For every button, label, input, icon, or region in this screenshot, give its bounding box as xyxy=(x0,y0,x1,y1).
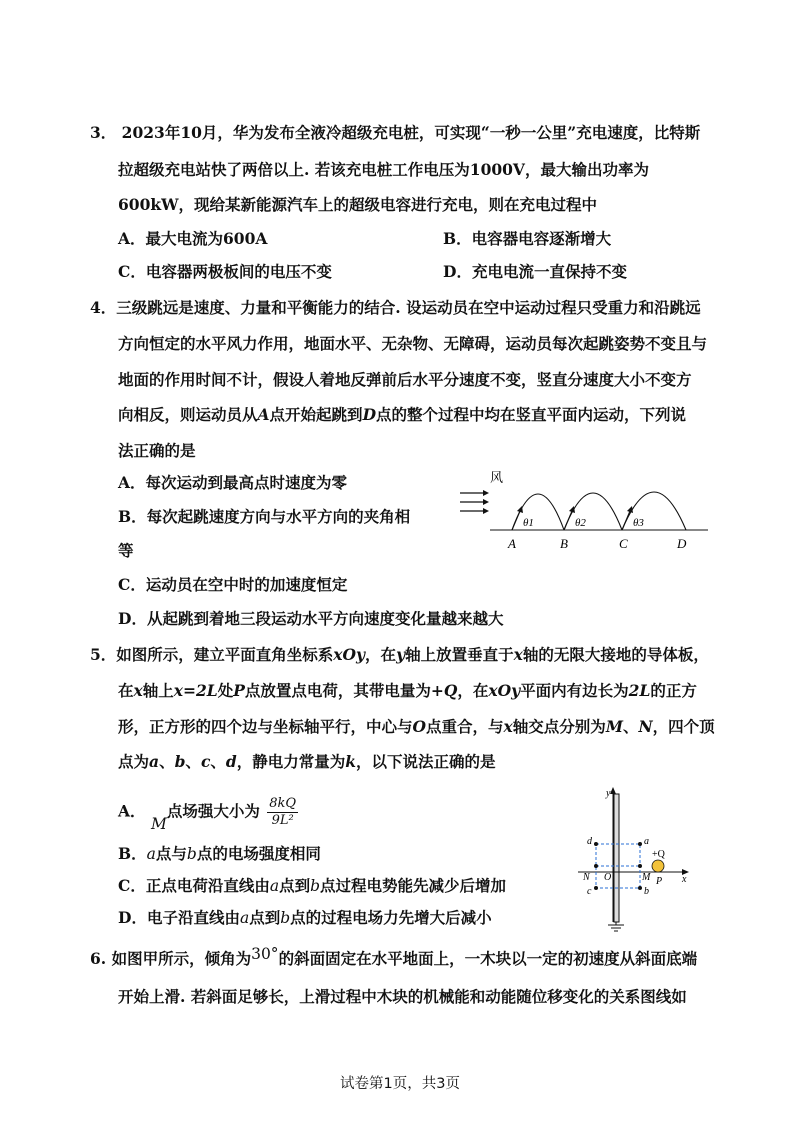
point-c-label: C xyxy=(619,536,628,551)
q5-option-d: D．电子沿直线由a点到b点的过程电场力先增大后减小 xyxy=(118,908,492,927)
q4-option-b-cont: 等 xyxy=(118,541,134,560)
q6-stem-line-1: 6. 如图甲所示，倾角为30°的斜面固定在水平地面上，一木块以一定的初速度从斜面底端 xyxy=(90,945,698,968)
q4-stem-line-1: 4．三级跳远是速度、力量和平衡能力的结合. 设运动员在空中运动过程只受重力和沿跳远 xyxy=(90,298,701,317)
triple-jump-figure xyxy=(450,466,720,556)
label-d: d xyxy=(587,836,592,847)
point-d-label: D xyxy=(677,536,687,551)
point-a-label: A xyxy=(508,536,516,551)
conductor-plate xyxy=(614,794,619,922)
point-d xyxy=(594,842,598,846)
q4-option-b: B．每次起跳速度方向与水平方向的夹角相 xyxy=(118,507,411,526)
label-b: b xyxy=(644,886,649,897)
label-c: c xyxy=(587,886,592,897)
q4-stem-line-4: 向相反，则运动员从A点开始起跳到D点的整个过程中均在竖直平面内运动，下列说 xyxy=(118,405,687,424)
q4-option-c: C．运动员在空中时的加速度恒定 xyxy=(118,575,348,594)
q6-stem-line-2: 开始上滑. 若斜面足够长，上滑过程中木块的机械能和动能随位移变化的关系图线如 xyxy=(118,987,687,1006)
q5-stem-line-4: 点为a、b、c、d，静电力常量为k，以下说法正确的是 xyxy=(118,752,496,771)
point-a xyxy=(638,842,642,846)
q4-stem-line-3: 地面的作用时间不计，假设人着地反弹前后水平分速度不变，竖直分速度大小不变方 xyxy=(118,370,692,389)
q3-option-a: A．最大电流为600A xyxy=(118,229,268,248)
q5-option-c: C．正点电荷沿直线由a点到b点过程电势能先减少后增加 xyxy=(118,876,507,895)
label-m: M xyxy=(642,872,651,883)
q5-stem-line-2: 在x轴上x=2L处P点放置点电荷，其带电量为+Q，在xOy平面内有边长为2L的正方 xyxy=(118,681,697,700)
q3-stem-line-1: 3． 2023年10月，华为发布全液冷超级充电桩，可实现“一秒一公里”充电速度，比特斯 xyxy=(90,123,701,142)
point-b xyxy=(638,886,642,890)
charge-label: +Q xyxy=(652,849,665,860)
point-b-label: B xyxy=(560,536,568,551)
point-n xyxy=(594,864,598,868)
q3-option-d: D．充电电流一直保持不变 xyxy=(443,262,627,281)
q5-option-a: A． M点场强大小为 $\frac{8kQ}{\text{9L²}}$ xyxy=(118,796,297,833)
point-c xyxy=(594,886,598,890)
fraction: $\frac{8kQ}{\text{9L²}}$ xyxy=(269,796,297,828)
point-m xyxy=(638,864,642,868)
q4-option-a: A．每次运动到最高点时速度为零 xyxy=(118,473,348,492)
q5-stem-line-3: 形，正方形的四个边与坐标轴平行，中心与O点重合，与x轴交点分别为M、N，四个顶 xyxy=(118,717,715,736)
q4-stem-line-5: 法正确的是 xyxy=(118,441,196,460)
wind-label: 风 xyxy=(490,470,504,485)
angle-theta-3: θ3 xyxy=(633,517,644,529)
q3-option-c: C．电容器两极板间的电压不变 xyxy=(118,262,332,281)
angle-theta-2: θ2 xyxy=(575,517,586,529)
q5-option-b: B．a点与b点的电场强度相同 xyxy=(118,844,321,863)
label-o: O xyxy=(604,872,612,883)
point-charge xyxy=(652,860,664,872)
page-footer: 试卷第1页，共3页 xyxy=(340,1076,460,1092)
y-axis-label: y xyxy=(606,788,611,799)
q4-stem-line-2: 方向恒定的水平风力作用，地面水平、无杂物、无障碍，运动员每次起跳姿势不变且与 xyxy=(118,334,708,353)
q4-option-d: D．从起跳到着地三段运动水平方向速度变化量越来越大 xyxy=(118,609,504,628)
q3-stem-line-3: 600kW，现给某新能源汽车上的超级电容进行充电，则在充电过程中 xyxy=(118,195,598,214)
q3-option-b: B．电容器电容逐渐增大 xyxy=(443,229,612,248)
angle-theta-1: θ1 xyxy=(523,517,534,529)
q5-stem-line-1: 5．如图所示，建立平面直角坐标系xOy，在y轴上放置垂直于x轴的无限大接地的导体板， xyxy=(90,645,709,664)
conductor-plate-figure xyxy=(570,782,700,932)
label-a: a xyxy=(644,836,649,847)
q3-stem-line-2: 拉超级充电站快了两倍以上. 若该充电桩工作电压为1000V，最大输出功率为 xyxy=(118,160,649,179)
x-axis-label: x xyxy=(682,874,687,885)
label-n: N xyxy=(583,872,590,883)
label-p: P xyxy=(656,876,663,887)
